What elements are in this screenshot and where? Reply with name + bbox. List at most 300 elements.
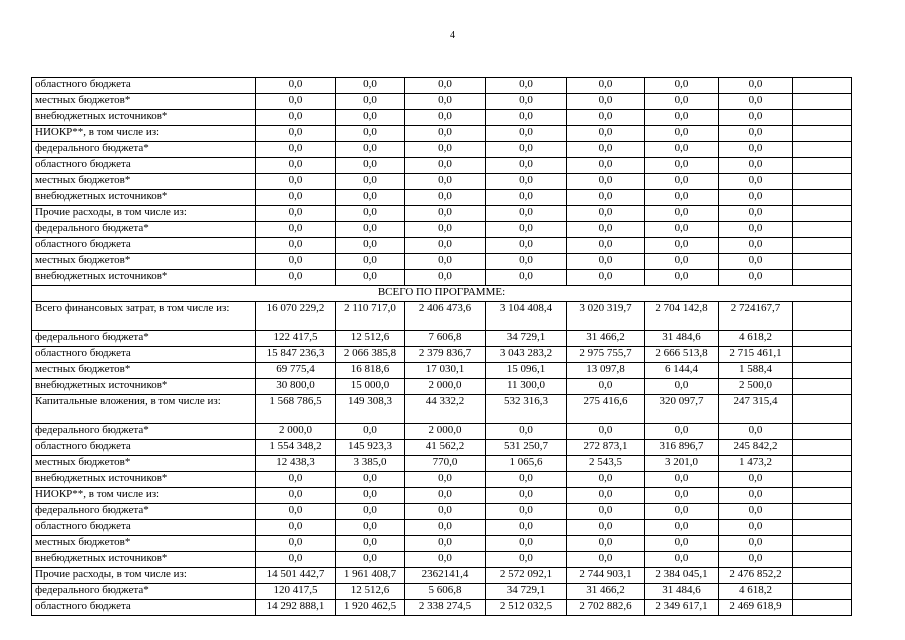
empty-cell <box>793 504 852 520</box>
value-cell: 0,0 <box>567 488 645 504</box>
empty-cell <box>793 363 852 379</box>
table-row <box>32 270 852 286</box>
page-number: 4 <box>450 30 455 41</box>
table-row <box>32 424 852 440</box>
empty-cell <box>793 94 852 110</box>
value-cell: 2 543,5 <box>567 456 645 472</box>
empty-cell <box>793 395 852 424</box>
row-label: местных бюджетов* <box>32 363 256 379</box>
value-cell: 0,0 <box>336 424 405 440</box>
value-cell: 0,0 <box>486 488 567 504</box>
value-cell: 0,0 <box>405 254 486 270</box>
value-cell: 0,0 <box>336 472 405 488</box>
value-cell: 0,0 <box>486 536 567 552</box>
row-label: внебюджетных источников* <box>32 379 256 395</box>
table-section-after <box>32 302 852 616</box>
empty-cell <box>793 520 852 536</box>
row-label: НИОКР**, в том числе из: <box>32 488 256 504</box>
value-cell: 245 842,2 <box>719 440 793 456</box>
value-cell: 0,0 <box>719 110 793 126</box>
value-cell: 0,0 <box>645 270 719 286</box>
value-cell: 275 416,6 <box>567 395 645 424</box>
value-cell: 3 385,0 <box>336 456 405 472</box>
value-cell: 0,0 <box>405 190 486 206</box>
value-cell: 0,0 <box>486 206 567 222</box>
value-cell: 0,0 <box>486 158 567 174</box>
value-cell: 0,0 <box>719 174 793 190</box>
value-cell: 0,0 <box>567 110 645 126</box>
value-cell: 316 896,7 <box>645 440 719 456</box>
value-cell: 247 315,4 <box>719 395 793 424</box>
value-cell: 0,0 <box>336 78 405 94</box>
table-section-header <box>32 286 852 302</box>
value-cell: 0,0 <box>336 94 405 110</box>
value-cell: 0,0 <box>645 206 719 222</box>
row-label: внебюджетных источников* <box>32 552 256 568</box>
value-cell: 2 110 717,0 <box>336 302 405 331</box>
value-cell: 0,0 <box>645 536 719 552</box>
table-row <box>32 142 852 158</box>
value-cell: 0,0 <box>719 142 793 158</box>
value-cell: 0,0 <box>405 536 486 552</box>
value-cell: 0,0 <box>645 94 719 110</box>
value-cell: 0,0 <box>256 536 336 552</box>
value-cell: 0,0 <box>405 78 486 94</box>
value-cell: 0,0 <box>405 472 486 488</box>
value-cell: 0,0 <box>719 270 793 286</box>
table-row <box>32 488 852 504</box>
empty-cell <box>793 552 852 568</box>
value-cell: 0,0 <box>486 254 567 270</box>
value-cell: 0,0 <box>486 142 567 158</box>
value-cell: 0,0 <box>405 238 486 254</box>
empty-cell <box>793 302 852 331</box>
table-row <box>32 126 852 142</box>
value-cell: 2 384 045,1 <box>645 568 719 584</box>
table-row <box>32 440 852 456</box>
value-cell: 0,0 <box>405 206 486 222</box>
value-cell: 2 000,0 <box>405 424 486 440</box>
value-cell: 1 554 348,2 <box>256 440 336 456</box>
value-cell: 0,0 <box>486 222 567 238</box>
value-cell: 0,0 <box>719 504 793 520</box>
row-label: местных бюджетов* <box>32 254 256 270</box>
value-cell: 0,0 <box>719 520 793 536</box>
value-cell: 0,0 <box>486 94 567 110</box>
value-cell: 0,0 <box>256 552 336 568</box>
value-cell: 0,0 <box>336 488 405 504</box>
table-row <box>32 472 852 488</box>
empty-cell <box>793 222 852 238</box>
value-cell: 0,0 <box>256 110 336 126</box>
table-row <box>32 584 852 600</box>
value-cell: 0,0 <box>719 158 793 174</box>
value-cell: 3 104 408,4 <box>486 302 567 331</box>
table-row <box>32 331 852 347</box>
value-cell: 0,0 <box>256 222 336 238</box>
empty-cell <box>793 424 852 440</box>
row-label: федерального бюджета* <box>32 331 256 347</box>
table-row <box>32 254 852 270</box>
row-label: областного бюджета <box>32 520 256 536</box>
table-row <box>32 504 852 520</box>
row-label: местных бюджетов* <box>32 174 256 190</box>
value-cell: 2 702 882,6 <box>567 600 645 616</box>
value-cell: 0,0 <box>645 190 719 206</box>
empty-cell <box>793 472 852 488</box>
value-cell: 320 097,7 <box>645 395 719 424</box>
value-cell: 2 000,0 <box>256 424 336 440</box>
value-cell: 0,0 <box>567 472 645 488</box>
row-label: федерального бюджета* <box>32 142 256 158</box>
value-cell: 14 501 442,7 <box>256 568 336 584</box>
empty-cell <box>793 379 852 395</box>
row-label: Прочие расходы, в том числе из: <box>32 206 256 222</box>
row-label: внебюджетных источников* <box>32 110 256 126</box>
value-cell: 15 847 236,3 <box>256 347 336 363</box>
value-cell: 0,0 <box>567 379 645 395</box>
value-cell: 2 572 092,1 <box>486 568 567 584</box>
table-row <box>32 379 852 395</box>
row-label: федерального бюджета* <box>32 424 256 440</box>
value-cell: 0,0 <box>256 488 336 504</box>
value-cell: 0,0 <box>336 238 405 254</box>
value-cell: 3 043 283,2 <box>486 347 567 363</box>
value-cell: 2 704 142,8 <box>645 302 719 331</box>
empty-cell <box>793 600 852 616</box>
value-cell: 0,0 <box>645 158 719 174</box>
value-cell: 69 775,4 <box>256 363 336 379</box>
row-label: областного бюджета <box>32 158 256 174</box>
value-cell: 0,0 <box>486 78 567 94</box>
value-cell: 0,0 <box>567 536 645 552</box>
value-cell: 34 729,1 <box>486 331 567 347</box>
table-row <box>32 174 852 190</box>
value-cell: 1 568 786,5 <box>256 395 336 424</box>
table-row <box>32 520 852 536</box>
value-cell: 2 000,0 <box>405 379 486 395</box>
value-cell: 1 961 408,7 <box>336 568 405 584</box>
value-cell: 0,0 <box>567 552 645 568</box>
row-label: федерального бюджета* <box>32 222 256 238</box>
value-cell: 31 484,6 <box>645 331 719 347</box>
value-cell: 272 873,1 <box>567 440 645 456</box>
value-cell: 31 466,2 <box>567 584 645 600</box>
value-cell: 1 588,4 <box>719 363 793 379</box>
value-cell: 0,0 <box>486 520 567 536</box>
value-cell: 532 316,3 <box>486 395 567 424</box>
table-row <box>32 552 852 568</box>
value-cell: 0,0 <box>645 488 719 504</box>
value-cell: 31 484,6 <box>645 584 719 600</box>
value-cell: 2 975 755,7 <box>567 347 645 363</box>
value-cell: 0,0 <box>336 158 405 174</box>
row-label: НИОКР**, в том числе из: <box>32 126 256 142</box>
value-cell: 0,0 <box>405 110 486 126</box>
value-cell: 0,0 <box>567 158 645 174</box>
value-cell: 0,0 <box>645 379 719 395</box>
value-cell: 0,0 <box>405 520 486 536</box>
value-cell: 2 476 852,2 <box>719 568 793 584</box>
value-cell: 0,0 <box>567 270 645 286</box>
value-cell: 0,0 <box>256 126 336 142</box>
value-cell: 0,0 <box>719 94 793 110</box>
value-cell: 0,0 <box>567 174 645 190</box>
value-cell: 30 800,0 <box>256 379 336 395</box>
value-cell: 0,0 <box>645 126 719 142</box>
value-cell: 16 070 229,2 <box>256 302 336 331</box>
value-cell: 12 438,3 <box>256 456 336 472</box>
value-cell: 0,0 <box>719 78 793 94</box>
value-cell: 0,0 <box>567 206 645 222</box>
value-cell: 16 818,6 <box>336 363 405 379</box>
value-cell: 15 000,0 <box>336 379 405 395</box>
value-cell: 0,0 <box>645 78 719 94</box>
value-cell: 0,0 <box>336 504 405 520</box>
value-cell: 120 417,5 <box>256 584 336 600</box>
value-cell: 0,0 <box>405 504 486 520</box>
table-row <box>32 238 852 254</box>
row-label: местных бюджетов* <box>32 456 256 472</box>
empty-cell <box>793 110 852 126</box>
value-cell: 0,0 <box>719 190 793 206</box>
table-row <box>32 78 852 94</box>
value-cell: 0,0 <box>336 110 405 126</box>
empty-cell <box>793 190 852 206</box>
value-cell: 0,0 <box>256 254 336 270</box>
section-header-row <box>32 286 852 302</box>
row-label: внебюджетных источников* <box>32 190 256 206</box>
value-cell: 0,0 <box>256 158 336 174</box>
value-cell: 2 406 473,6 <box>405 302 486 331</box>
row-label: местных бюджетов* <box>32 536 256 552</box>
value-cell: 0,0 <box>336 206 405 222</box>
value-cell: 0,0 <box>645 110 719 126</box>
value-cell: 0,0 <box>405 552 486 568</box>
value-cell: 0,0 <box>645 552 719 568</box>
empty-cell <box>793 126 852 142</box>
value-cell: 0,0 <box>645 520 719 536</box>
value-cell: 0,0 <box>719 488 793 504</box>
row-label: внебюджетных источников* <box>32 472 256 488</box>
value-cell: 11 300,0 <box>486 379 567 395</box>
value-cell: 0,0 <box>405 222 486 238</box>
empty-cell <box>793 270 852 286</box>
empty-cell <box>793 440 852 456</box>
value-cell: 0,0 <box>336 222 405 238</box>
value-cell: 1 920 462,5 <box>336 600 405 616</box>
value-cell: 0,0 <box>336 552 405 568</box>
table-row <box>32 302 852 331</box>
value-cell: 2 349 617,1 <box>645 600 719 616</box>
value-cell: 0,0 <box>567 94 645 110</box>
value-cell: 44 332,2 <box>405 395 486 424</box>
value-cell: 0,0 <box>719 126 793 142</box>
value-cell: 1 473,2 <box>719 456 793 472</box>
empty-cell <box>793 584 852 600</box>
value-cell: 145 923,3 <box>336 440 405 456</box>
section-title: ВСЕГО ПО ПРОГРАММЕ: <box>32 286 852 302</box>
value-cell: 3 201,0 <box>645 456 719 472</box>
budget-table <box>31 77 852 616</box>
value-cell: 0,0 <box>486 270 567 286</box>
value-cell: 0,0 <box>486 472 567 488</box>
value-cell: 0,0 <box>486 424 567 440</box>
value-cell: 0,0 <box>405 142 486 158</box>
empty-cell <box>793 142 852 158</box>
value-cell: 0,0 <box>645 472 719 488</box>
value-cell: 0,0 <box>567 126 645 142</box>
value-cell: 0,0 <box>256 78 336 94</box>
empty-cell <box>793 78 852 94</box>
value-cell: 4 618,2 <box>719 584 793 600</box>
empty-cell <box>793 331 852 347</box>
value-cell: 0,0 <box>486 238 567 254</box>
value-cell: 0,0 <box>336 254 405 270</box>
value-cell: 0,0 <box>405 174 486 190</box>
value-cell: 2362141,4 <box>405 568 486 584</box>
value-cell: 0,0 <box>719 472 793 488</box>
value-cell: 0,0 <box>336 190 405 206</box>
value-cell: 0,0 <box>336 174 405 190</box>
value-cell: 1 065,6 <box>486 456 567 472</box>
row-label: областного бюджета <box>32 238 256 254</box>
value-cell: 15 096,1 <box>486 363 567 379</box>
value-cell: 2 066 385,8 <box>336 347 405 363</box>
empty-cell <box>793 568 852 584</box>
value-cell: 0,0 <box>567 190 645 206</box>
value-cell: 2 744 903,1 <box>567 568 645 584</box>
value-cell: 770,0 <box>405 456 486 472</box>
table-row <box>32 363 852 379</box>
value-cell: 0,0 <box>336 520 405 536</box>
value-cell: 0,0 <box>486 552 567 568</box>
value-cell: 0,0 <box>567 254 645 270</box>
row-label: федерального бюджета* <box>32 504 256 520</box>
empty-cell <box>793 238 852 254</box>
value-cell: 0,0 <box>567 238 645 254</box>
row-label: областного бюджета <box>32 600 256 616</box>
empty-cell <box>793 488 852 504</box>
value-cell: 0,0 <box>567 78 645 94</box>
table-row <box>32 568 852 584</box>
value-cell: 0,0 <box>256 270 336 286</box>
value-cell: 2 715 461,1 <box>719 347 793 363</box>
empty-cell <box>793 456 852 472</box>
value-cell: 12 512,6 <box>336 584 405 600</box>
value-cell: 0,0 <box>719 424 793 440</box>
empty-cell <box>793 347 852 363</box>
value-cell: 531 250,7 <box>486 440 567 456</box>
row-label: областного бюджета <box>32 78 256 94</box>
value-cell: 2 338 274,5 <box>405 600 486 616</box>
value-cell: 0,0 <box>567 222 645 238</box>
table-row <box>32 190 852 206</box>
value-cell: 0,0 <box>405 126 486 142</box>
value-cell: 0,0 <box>256 94 336 110</box>
value-cell: 0,0 <box>719 238 793 254</box>
table-row <box>32 158 852 174</box>
row-label: областного бюджета <box>32 347 256 363</box>
value-cell: 34 729,1 <box>486 584 567 600</box>
value-cell: 0,0 <box>645 424 719 440</box>
value-cell: 2 666 513,8 <box>645 347 719 363</box>
value-cell: 6 144,4 <box>645 363 719 379</box>
value-cell: 7 606,8 <box>405 331 486 347</box>
empty-cell <box>793 174 852 190</box>
value-cell: 31 466,2 <box>567 331 645 347</box>
value-cell: 0,0 <box>256 174 336 190</box>
table-row <box>32 600 852 616</box>
value-cell: 0,0 <box>645 504 719 520</box>
table-row <box>32 395 852 424</box>
value-cell: 41 562,2 <box>405 440 486 456</box>
value-cell: 0,0 <box>719 222 793 238</box>
value-cell: 0,0 <box>256 472 336 488</box>
row-label: местных бюджетов* <box>32 94 256 110</box>
value-cell: 0,0 <box>567 424 645 440</box>
value-cell: 0,0 <box>567 142 645 158</box>
value-cell: 122 417,5 <box>256 331 336 347</box>
empty-cell <box>793 158 852 174</box>
value-cell: 0,0 <box>486 190 567 206</box>
value-cell: 0,0 <box>336 270 405 286</box>
value-cell: 4 618,2 <box>719 331 793 347</box>
row-label: Всего финансовых затрат, в том числе из: <box>32 302 256 331</box>
table-section-before <box>32 78 852 286</box>
value-cell: 12 512,6 <box>336 331 405 347</box>
value-cell: 0,0 <box>336 126 405 142</box>
value-cell: 0,0 <box>567 520 645 536</box>
value-cell: 2 469 618,9 <box>719 600 793 616</box>
value-cell: 0,0 <box>719 206 793 222</box>
table-row <box>32 456 852 472</box>
table-row <box>32 110 852 126</box>
value-cell: 0,0 <box>719 254 793 270</box>
value-cell: 2 724167,7 <box>719 302 793 331</box>
value-cell: 0,0 <box>256 190 336 206</box>
value-cell: 3 020 319,7 <box>567 302 645 331</box>
row-label: внебюджетных источников* <box>32 270 256 286</box>
row-label: Прочие расходы, в том числе из: <box>32 568 256 584</box>
value-cell: 0,0 <box>256 504 336 520</box>
value-cell: 0,0 <box>719 536 793 552</box>
value-cell: 2 379 836,7 <box>405 347 486 363</box>
value-cell: 0,0 <box>256 238 336 254</box>
table-row <box>32 206 852 222</box>
empty-cell <box>793 254 852 270</box>
value-cell: 0,0 <box>405 158 486 174</box>
value-cell: 0,0 <box>256 206 336 222</box>
empty-cell <box>793 536 852 552</box>
table-row <box>32 536 852 552</box>
value-cell: 149 308,3 <box>336 395 405 424</box>
table-row <box>32 94 852 110</box>
value-cell: 0,0 <box>486 504 567 520</box>
value-cell: 14 292 888,1 <box>256 600 336 616</box>
value-cell: 0,0 <box>405 270 486 286</box>
value-cell: 0,0 <box>256 520 336 536</box>
value-cell: 0,0 <box>405 94 486 110</box>
value-cell: 2 500,0 <box>719 379 793 395</box>
value-cell: 0,0 <box>256 142 336 158</box>
value-cell: 0,0 <box>645 238 719 254</box>
value-cell: 0,0 <box>486 174 567 190</box>
value-cell: 0,0 <box>645 142 719 158</box>
value-cell: 0,0 <box>645 174 719 190</box>
value-cell: 5 606,8 <box>405 584 486 600</box>
table-row <box>32 347 852 363</box>
